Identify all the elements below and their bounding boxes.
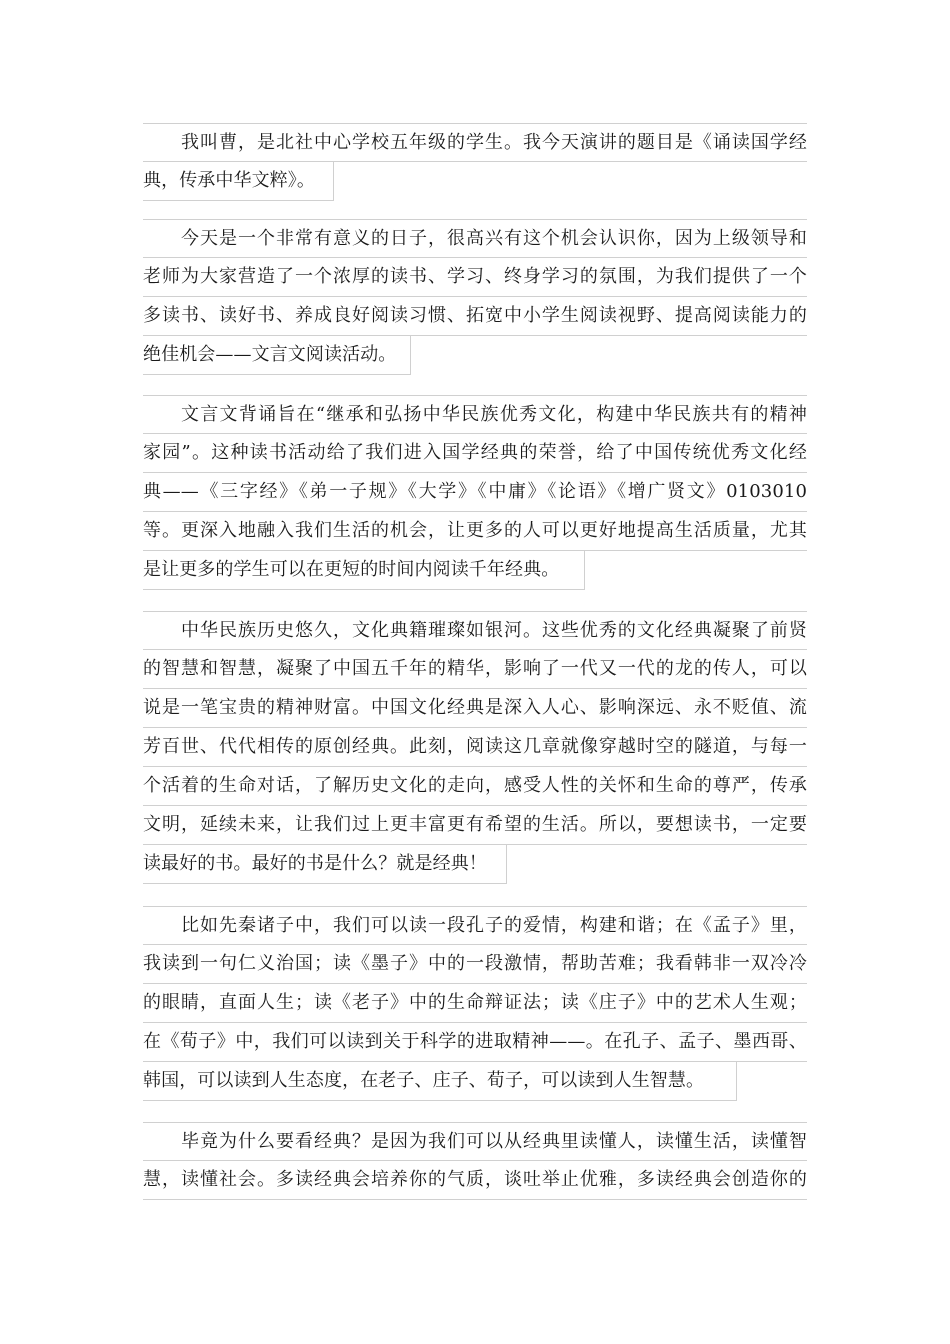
text-line: 毕竟为什么要看经典？是因为我们可以从经典里读懂人，读懂生活，读懂智	[143, 1122, 807, 1161]
text-line: 我读到一句仁义治国；读《墨子》中的一段激情，帮助苦难；我看韩非一双冷冷	[143, 945, 807, 984]
text-line: 典——《三字经》《弟一子规》《大学》《中庸》《论语》《增广贤文》0103010	[143, 473, 807, 512]
text-line: 典，传承中华文粹》。	[143, 162, 334, 201]
text-line: 文言文背诵旨在“继承和弘扬中华民族优秀文化，构建中华民族共有的精神	[143, 395, 807, 434]
paragraph-2	[143, 219, 807, 375]
paragraph-4	[143, 611, 807, 884]
text-line: 读最好的书。最好的书是什么？就是经典！	[143, 845, 507, 884]
paragraph-1	[143, 123, 807, 201]
text-line: 老师为大家营造了一个浓厚的读书、学习、终身学习的氛围，为我们提供了一个	[143, 258, 807, 297]
text-line: 的智慧和智慧，凝聚了中国五千年的精华，影响了一代又一代的龙的传人，可以	[143, 650, 807, 689]
text-line: 韩国，可以读到人生态度，在老子、庄子、荀子，可以读到人生智慧。	[143, 1062, 737, 1101]
text-line: 慧，读懂社会。多读经典会培养你的气质，谈吐举止优雅，多读经典会创造你的	[143, 1161, 807, 1200]
text-line: 今天是一个非常有意义的日子，很高兴有这个机会认识你，因为上级领导和	[143, 219, 807, 258]
text-line: 等。更深入地融入我们生活的机会，让更多的人可以更好地提高生活质量，尤其	[143, 512, 807, 551]
text-line: 是让更多的学生可以在更短的时间内阅读千年经典。	[143, 551, 585, 590]
text-line: 在《荀子》中，我们可以读到关于科学的进取精神——。在孔子、孟子、墨西哥、	[143, 1023, 807, 1062]
text-line: 中华民族历史悠久，文化典籍璀璨如银河。这些优秀的文化经典凝聚了前贤	[143, 611, 807, 650]
paragraph-5	[143, 906, 807, 1101]
text-line: 的眼睛，直面人生；读《老子》中的生命辩证法；读《庄子》中的艺术人生观；	[143, 984, 807, 1023]
text-line: 说是一笔宝贵的精神财富。中国文化经典是深入人心、影响深远、永不贬值、流	[143, 689, 807, 728]
text-line: 比如先秦诸子中，我们可以读一段孔子的爱情，构建和谐；在《孟子》里，	[143, 906, 807, 945]
text-line: 芳百世、代代相传的原创经典。此刻，阅读这几章就像穿越时空的隧道，与每一	[143, 728, 807, 767]
text-line: 多读书、读好书、养成良好阅读习惯、拓宽中小学生阅读视野、提高阅读能力的	[143, 297, 807, 336]
text-line: 文明，延续未来，让我们过上更丰富更有希望的生活。所以，要想读书，一定要	[143, 806, 807, 845]
text-line: 个活着的生命对话，了解历史文化的走向，感受人性的关怀和生命的尊严，传承	[143, 767, 807, 806]
paragraph-3	[143, 395, 807, 590]
paragraph-6	[143, 1122, 807, 1200]
text-line: 我叫曹，是北社中心学校五年级的学生。我今天演讲的题目是《诵读国学经	[143, 123, 807, 162]
text-line: 绝佳机会——文言文阅读活动。	[143, 336, 411, 375]
text-line: 家园”。这种读书活动给了我们进入国学经典的荣誉，给了中国传统优秀文化经	[143, 434, 807, 473]
